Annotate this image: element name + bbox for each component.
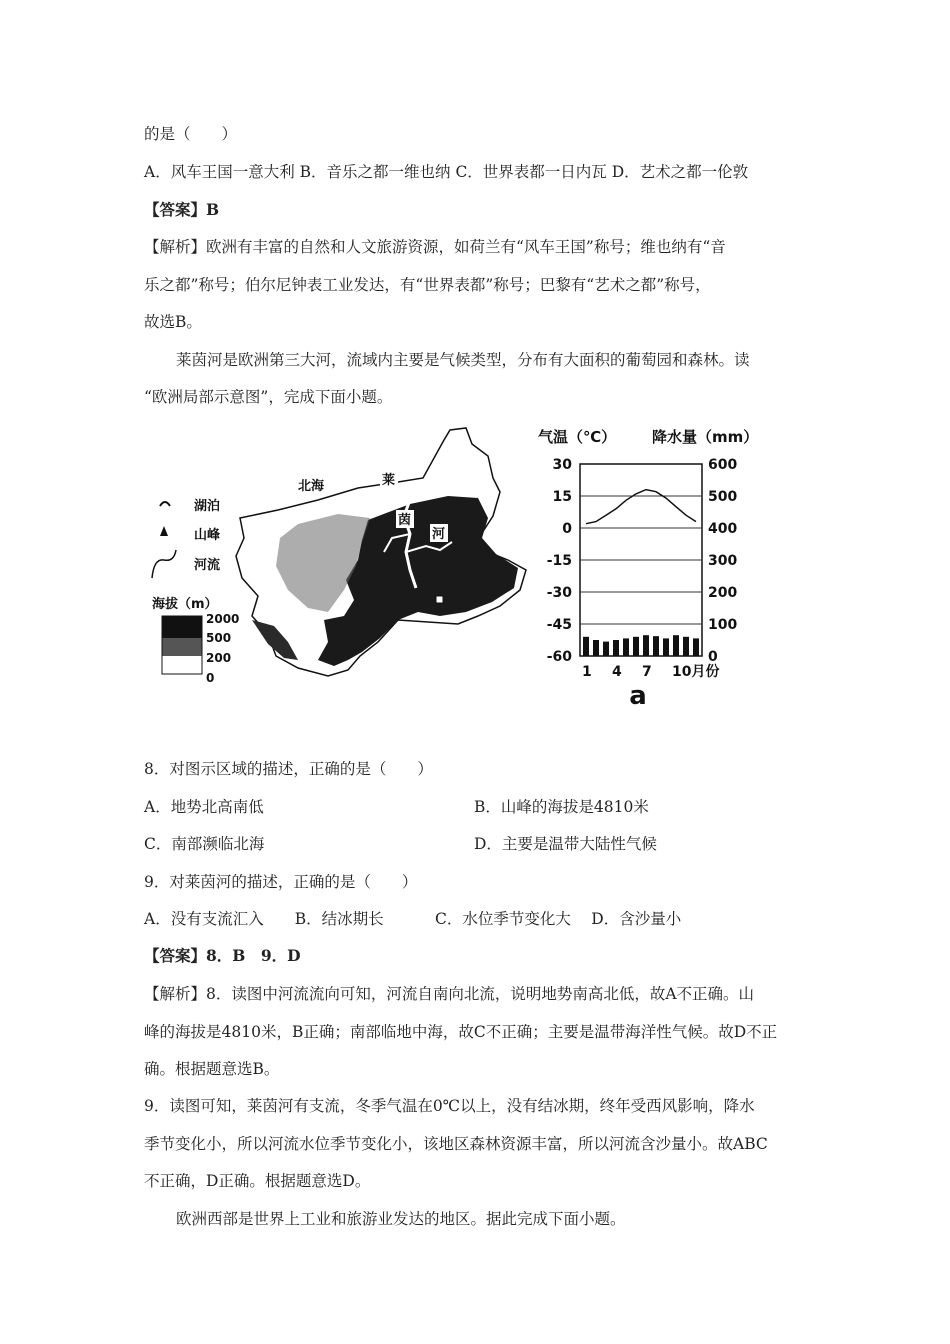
legend-elevation-title: 海拔（m） <box>152 597 218 612</box>
figure <box>148 420 788 720</box>
legend-river: 河流 <box>194 558 221 573</box>
precip-tick-label: 500 <box>708 489 738 505</box>
temp-tick-label: 30 <box>552 457 572 473</box>
precip-bar <box>663 638 669 656</box>
river-legend-icon <box>152 550 176 578</box>
precip-bar <box>633 637 639 656</box>
temp-tick-label: -45 <box>546 617 572 633</box>
q7-analysis-line-2: 乐之都”称号；伯尔尼钟表工业发达，有“世界表都”称号；巴黎有“艺术之都”称号， <box>144 276 711 294</box>
q8-option-a: A．地势北高南低 <box>144 798 264 816</box>
elev-swatch-500 <box>162 638 202 656</box>
q8-option-d: D．主要是温带大陆性气候 <box>474 835 657 853</box>
elev-level-2000: 2000 <box>206 612 240 626</box>
q8-analysis-line-2: 峰的海拔是4810米，B正确；南部临地中海，故C不正确；主要是温带海洋性气候。故D不正 <box>144 1023 778 1041</box>
q7-analysis-line-1: 【解析】欧洲有丰富的自然和人文旅游资源，如荷兰有“风车王国”称号；维也纳有“音 <box>144 238 726 256</box>
temp-tick-label: 0 <box>562 521 572 537</box>
marker-square <box>436 596 443 603</box>
precip-bar <box>673 635 679 656</box>
right-axis-title: 降水量（mm） <box>652 428 759 446</box>
precip-tick-label: 300 <box>708 553 738 569</box>
precip-bar <box>623 638 629 656</box>
precip-bar <box>683 637 689 656</box>
precip-tick-label: 100 <box>708 617 738 633</box>
river-char-3: 河 <box>432 527 446 542</box>
temp-tick-label: -30 <box>546 585 572 601</box>
q9-analysis-line-3: 不正确，D正确。根据题意选D。 <box>144 1172 371 1190</box>
precip-tick-label: 0 <box>708 649 718 665</box>
elev-level-0: 0 <box>206 671 215 685</box>
peak-icon <box>160 526 168 536</box>
precip-bar <box>593 640 599 656</box>
month-tick-label: 7 <box>642 664 652 680</box>
precip-bar <box>613 640 619 656</box>
q8-option-b: B．山峰的海拔是4810米 <box>474 798 649 816</box>
lake-icon <box>160 502 170 506</box>
sea-label: 北海 <box>298 479 325 494</box>
elev-swatch-2000 <box>162 616 202 638</box>
month-tick-label: 1 <box>582 664 592 680</box>
elev-swatch-200 <box>162 656 202 674</box>
climate-chart <box>538 428 758 711</box>
month-tick-label: 4 <box>612 664 622 680</box>
q7-answer: 【答案】B <box>144 200 220 219</box>
precip-bar <box>603 642 609 656</box>
legend-peak: 山峰 <box>194 528 221 543</box>
river-char-1: 莱 <box>382 473 396 488</box>
elev-level-200: 200 <box>206 651 232 665</box>
precip-tick-label: 600 <box>708 457 738 473</box>
q9-analysis-line-2: 季节变化小，所以河流水位季节变化小，该地区森林资源丰富，所以河流含沙量小。故ABC <box>144 1135 768 1153</box>
next-intro: 欧洲西部是世界上工业和旅游业发达的地区。据此完成下面小题。 <box>176 1210 626 1228</box>
q8-option-c: C．南部濒临北海 <box>144 835 265 853</box>
month-tick-label: 10月份 <box>672 664 720 680</box>
temp-tick-label: 15 <box>552 489 572 505</box>
precip-bar <box>643 635 649 656</box>
q7-stem-tail: 的是（ ） <box>144 125 238 143</box>
temp-tick-label: -15 <box>546 553 572 569</box>
q9-options: A．没有支流汇入 B．结冰期长 C．水位季节变化大 D．含沙量小 <box>144 910 682 928</box>
temperature-line <box>586 490 696 524</box>
q8-analysis-line-1: 【解析】8．读图中河流流向可知，河流自南向北流，说明地势南高北低，故A不正确。山 <box>144 985 755 1003</box>
precip-tick-label: 400 <box>708 521 738 537</box>
q9-analysis-line-1: 9．读图可知，莱茵河有支流，冬季气温在0℃以上，没有结冰期，终年受西风影响，降水 <box>144 1097 755 1115</box>
precip-bar <box>583 637 589 656</box>
intro-line-2: “欧洲局部示意图”，完成下面小题。 <box>144 388 393 406</box>
precip-bar <box>693 638 699 656</box>
precip-bar <box>653 636 659 656</box>
river-char-2: 茵 <box>398 513 412 528</box>
q7-analysis-line-3: 故选B。 <box>144 313 202 331</box>
temp-tick-label: -60 <box>546 649 572 665</box>
q8-stem: 8．对图示区域的描述，正确的是（ ） <box>144 760 433 778</box>
q7-options: A．风车王国一意大利 B．音乐之都一维也纳 C．世界表都一日内瓦 D．艺术之都一伦敦 <box>144 163 749 181</box>
q9-stem: 9．对莱茵河的描述，正确的是（ ） <box>144 873 418 891</box>
legend-lake: 湖泊 <box>194 499 221 514</box>
intro-line-1: 莱茵河是欧洲第三大河，流域内主要是气候类型，分布有大面积的葡萄园和森林。读 <box>176 351 750 369</box>
q8-q9-answer: 【答案】8．B 9．D <box>144 946 301 965</box>
europe-map <box>152 428 526 685</box>
chart-caption: a <box>629 681 647 711</box>
precip-tick-label: 200 <box>708 585 738 601</box>
left-axis-title: 气温（℃） <box>538 428 617 446</box>
elev-level-500: 500 <box>206 631 232 645</box>
q8-analysis-line-3: 确。根据题意选B。 <box>144 1060 280 1078</box>
